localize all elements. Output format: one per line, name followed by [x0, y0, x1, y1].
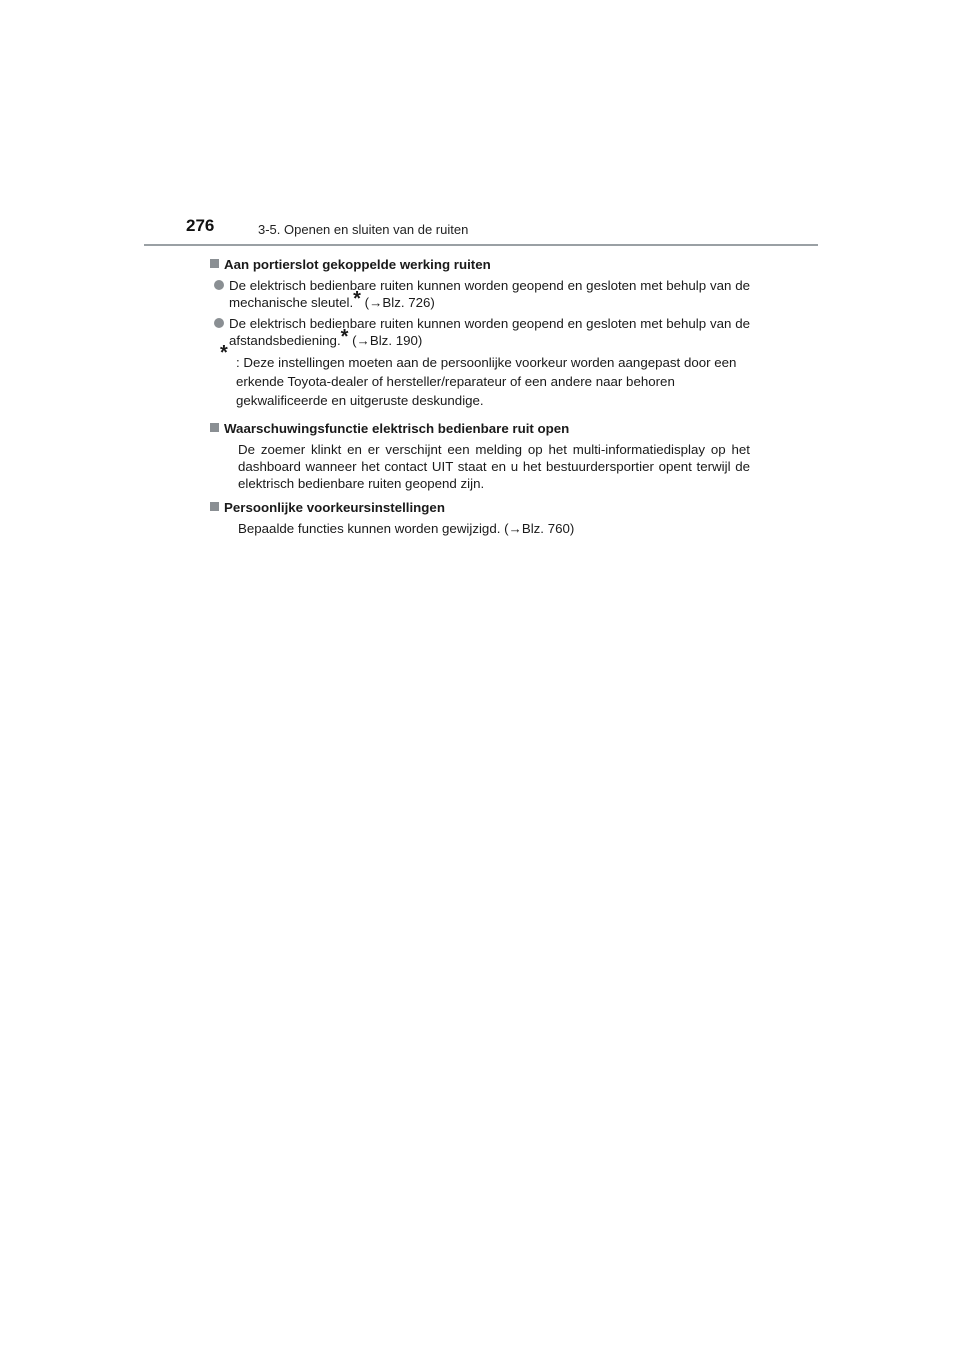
circle-bullet-icon	[214, 280, 224, 290]
section-title: Waarschuwingsfunctie elektrisch bedienbare ruit open	[210, 420, 750, 437]
footnote	[220, 342, 750, 410]
footnote-marker: *	[340, 326, 349, 348]
section-paragraph: Bepaalde functies kunnen worden gewijzigd. (→Blz. 760)	[238, 521, 575, 536]
page-number: 276	[186, 216, 215, 235]
list-item: De elektrisch bedienbare ruiten kunnen worden geopend en gesloten met behulp van de afstandsbediening.* (→Blz. 190)	[210, 315, 750, 349]
footnote-marker: *	[353, 288, 361, 310]
footnote-text: : Deze instellingen moeten aan de persoonlijke voorkeur worden aangepast door een erkende Toyota-dealer of hersteller/reparateur of een andere naar behoren gekwalificeerde en uitgeruste deskundige.	[236, 355, 737, 408]
list-item: De elektrisch bedienbare ruiten kunnen worden geopend en gesloten met behulp van de mechanische sleutel.* (→Blz. 726)	[210, 277, 750, 311]
section-personal-preferences	[210, 499, 750, 537]
square-bullet-icon	[210, 259, 219, 268]
circle-bullet-icon	[214, 318, 224, 328]
section-title: Aan portierslot gekoppelde werking ruiten	[210, 256, 750, 273]
section-paragraph: De zoemer klinkt en er verschijnt een melding op het multi-informatiedisplay op het dashboard wanneer het contact UIT staat en u het bestuurdersportier opent terwijl de elektrisch bedienbare ruiten geopend zijn.	[238, 442, 750, 491]
page-reference: (→Blz. 726)	[360, 295, 435, 310]
header-rule	[144, 244, 818, 246]
running-header: 3-5. Openen en sluiten van de ruiten	[258, 222, 469, 237]
footnote-marker: *	[220, 342, 228, 364]
page-content	[210, 256, 750, 544]
section-door-lock-linked-operation	[210, 256, 750, 410]
section-window-open-warning	[210, 420, 750, 492]
square-bullet-icon	[210, 423, 219, 432]
section-title: Persoonlijke voorkeursinstellingen	[210, 499, 750, 516]
page-reference: (→Blz. 190)	[348, 333, 423, 348]
square-bullet-icon	[210, 502, 219, 511]
